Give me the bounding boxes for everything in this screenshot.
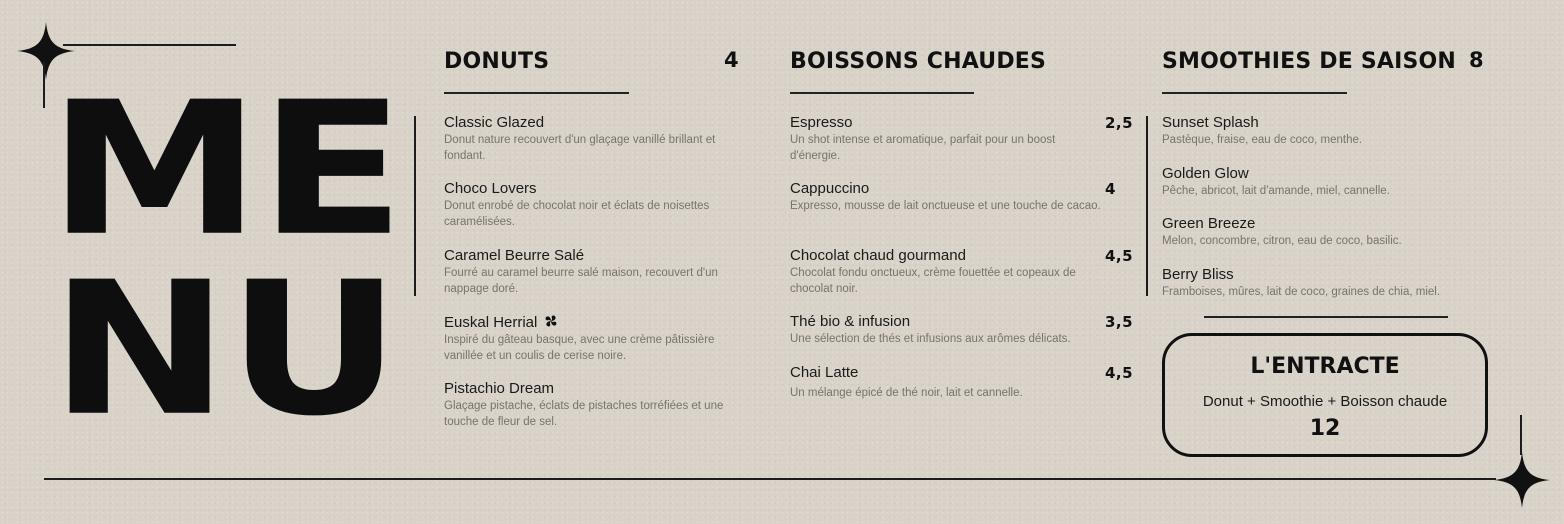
item-desc: Donut enrobé de chocolat noir et éclats de noisettes caramélisées. <box>444 200 710 228</box>
item-price: 4 <box>1105 180 1116 198</box>
item-price: 3,5 <box>1105 313 1134 331</box>
item-desc: Un shot intense et aromatique, parfait pour un boost d'énergie. <box>790 134 1056 162</box>
item-price: 4,5 <box>1105 364 1134 382</box>
item-name-row <box>444 313 754 331</box>
item-desc: Melon, concombre, citron, eau de coco, basilic. <box>1162 235 1402 247</box>
donuts-price: 4 <box>724 48 739 72</box>
item-name: Pistachio Dream <box>444 380 555 397</box>
item-desc: Donut nature recouvert d'un glaçage vanillé brillant et fondant. <box>444 134 716 162</box>
item-name: Classic Glazed <box>444 114 545 131</box>
item-desc: Un mélange épicé de thé noir, lait et cannelle. <box>790 387 1023 399</box>
item-name: Chai Latte <box>790 364 859 381</box>
star-icon-bottom-right <box>1494 452 1550 508</box>
list-item <box>790 114 1102 164</box>
list-item <box>444 247 754 297</box>
item-desc: Pêche, abricot, lait d'amande, miel, cannelle. <box>1162 185 1390 197</box>
item-name: Euskal Herrial <box>444 314 538 331</box>
divider-donuts <box>414 116 416 296</box>
item-desc: Expresso, mousse de lait onctueuse et une touche de cacao. <box>790 200 1101 212</box>
menu-heading-bottom: NU <box>50 242 399 457</box>
menu-heading-top: ME <box>48 62 404 277</box>
donuts-underline <box>444 92 629 94</box>
boissons-title: BOISSONS CHAUDES <box>790 49 1047 74</box>
item-name: Caramel Beurre Salé <box>444 247 585 264</box>
list-item <box>1162 165 1492 199</box>
combo-title: L'ENTRACTE <box>1250 354 1400 379</box>
item-desc: Chocolat fondu onctueux, crème fouettée et copeaux de chocolat noir. <box>790 267 1076 295</box>
donuts-title: DONUTS <box>444 49 550 74</box>
boissons-underline <box>790 92 974 94</box>
item-name: Berry Bliss <box>1162 266 1234 283</box>
combo-separator <box>1204 316 1448 318</box>
item-name: Chocolat chaud gourmand <box>790 247 966 264</box>
list-item <box>790 364 1102 401</box>
list-item <box>444 114 754 164</box>
item-desc: Framboises, mûres, lait de coco, graines de chia, miel. <box>1162 286 1441 298</box>
list-item <box>1162 114 1492 148</box>
item-name: Cappuccino <box>790 180 870 197</box>
divider-smoothies <box>1146 116 1148 296</box>
smoothies-title: SMOOTHIES DE SAISON <box>1162 49 1457 74</box>
smoothies-underline <box>1162 92 1347 94</box>
item-name: Choco Lovers <box>444 180 537 197</box>
frame-line-bottom <box>44 478 1496 480</box>
item-price: 4,5 <box>1105 247 1134 265</box>
item-desc: Fourré au caramel beurre salé maison, recouvert d'un nappage doré. <box>444 267 718 295</box>
item-desc: Glaçage pistache, éclats de pistaches torréfiées et une touche de fleur de sel. <box>444 400 724 428</box>
list-item <box>790 180 1102 214</box>
item-desc: Inspiré du gâteau basque, avec une crème pâtissière vanillée et un coulis de cerise noire. <box>444 334 715 362</box>
combo-desc: Donut + Smoothie + Boisson chaude <box>1202 393 1448 410</box>
item-desc: Une sélection de thés et infusions aux arômes délicats. <box>790 333 1071 345</box>
item-name: Thé bio & infusion <box>790 313 911 330</box>
frame-line-left <box>43 62 45 108</box>
item-name: Espresso <box>790 114 853 131</box>
frame-line-top <box>63 44 236 46</box>
smoothies-price: 8 <box>1469 48 1484 72</box>
combo-offer <box>1162 333 1488 457</box>
list-item <box>444 380 754 430</box>
lauburu-icon <box>543 313 559 329</box>
item-name: Golden Glow <box>1162 165 1249 182</box>
list-item <box>444 313 754 364</box>
item-price: 2,5 <box>1105 114 1134 132</box>
item-name: Green Breeze <box>1162 215 1256 232</box>
list-item <box>1162 215 1492 249</box>
item-desc: Pastèque, fraise, eau de coco, menthe. <box>1162 134 1363 146</box>
list-item <box>790 313 1106 347</box>
combo-price: 12 <box>1309 416 1341 441</box>
frame-line-right <box>1520 415 1522 455</box>
list-item <box>1162 266 1492 300</box>
item-name: Sunset Splash <box>1162 114 1259 131</box>
list-item <box>444 180 754 230</box>
list-item <box>790 247 1102 297</box>
